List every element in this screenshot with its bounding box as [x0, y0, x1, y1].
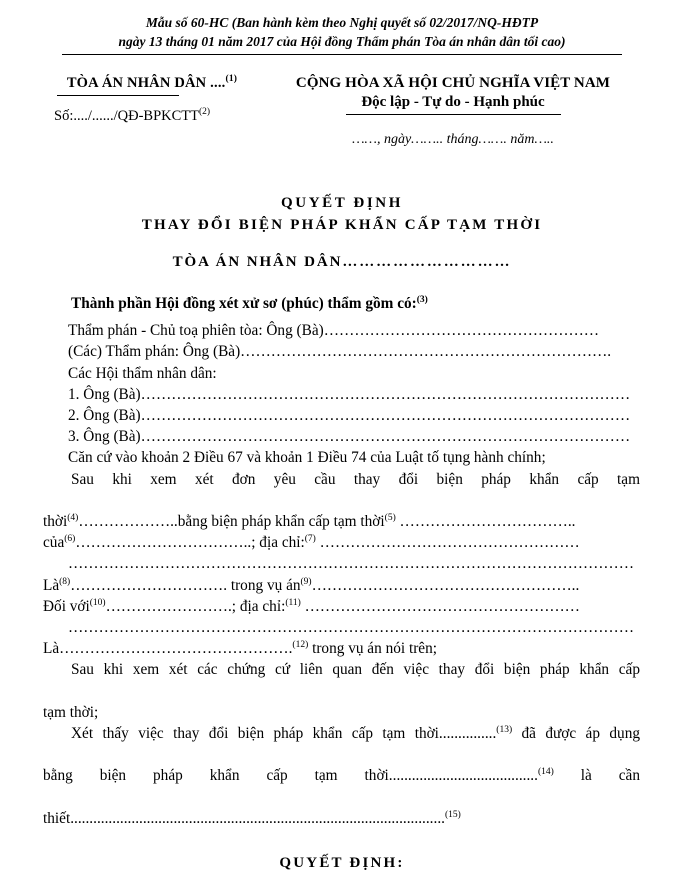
document-number-line [52, 108, 252, 125]
assessor-line-3: 3. Ông (Bà)…………………………………………………………………………………… [68, 428, 631, 446]
against-party-prefix: Đối với [43, 597, 90, 615]
consideration-paragraph [43, 723, 640, 765]
against-party-middle: …………………….; địa chỉ: [105, 597, 286, 615]
measure-change-middle: ………………..bằng biện pháp khẩn cấp tạm thời [78, 513, 385, 531]
measure-change-line [43, 511, 640, 532]
consideration-prefix: Xét thấy việc thay đổi biện pháp khẩn cấp tạm thời............... [71, 725, 497, 743]
measure-change-tail: …………………………….. [395, 513, 576, 531]
header-divider-rule [62, 54, 622, 55]
footnote-marker-5: (5) [384, 512, 396, 523]
evidence-review-continuation: tạm thời; [43, 703, 99, 721]
panel-composition-text: Thành phần Hội đồng xét xử sơ (phúc) thẩm gồm có: [71, 295, 417, 312]
request-review-paragraph [43, 469, 640, 511]
footnote-marker-3: (3) [416, 294, 428, 305]
decision-title: QUYẾT ĐỊNH [281, 195, 403, 211]
against-party-line [43, 596, 640, 617]
footnote-marker-13: (13) [496, 724, 513, 735]
role-middle: …………………………. trong vụ án [70, 576, 301, 594]
footnote-marker-6: (6) [64, 534, 76, 545]
request-review-text: Sau khi xem xét đơn yêu cầu thay đổi biện pháp khẩn cấp tạm [71, 470, 640, 488]
necessity-prefix: thiết.................................................................................................. [43, 809, 445, 827]
applicant-tail: …………………………………………… [315, 534, 580, 552]
national-title: CỘNG HÒA XÃ HỘI CHỦ NGHĨA VIỆT NAM [295, 75, 611, 91]
masthead [0, 75, 684, 148]
role-in-case-line [43, 575, 640, 596]
masthead-right-column [252, 75, 654, 148]
form-reference-line-1: Mẫu số 60-HC (Ban hành kèm theo Nghị quyết số 02/2017/NQ-HĐTP [145, 15, 539, 30]
footnote-marker-4: (4) [67, 512, 79, 523]
dotted-continuation-line-1: ………………………………………………………………………………………………… [68, 555, 634, 573]
motto-underline-rule [346, 114, 561, 115]
panel-composition-heading [43, 293, 640, 314]
replacement-prefix: bằng biện pháp khẩn cấp tạm thời....................................... [43, 767, 538, 785]
national-motto: Độc lập - Tự do - Hạnh phúc [361, 94, 545, 110]
document-body [0, 293, 684, 829]
role-prefix: Là [43, 576, 60, 594]
footnote-marker-12: (12) [292, 640, 309, 651]
judges-line: (Các) Thẩm phán: Ông (Bà)………………………………………………………………. [68, 343, 612, 361]
issuing-court-text: TÒA ÁN NHÂN DÂN .... [66, 75, 226, 91]
role2-tail: trong vụ án nói trên; [308, 640, 437, 658]
footnote-marker-7: (7) [304, 534, 316, 545]
masthead-left-column [52, 75, 252, 125]
decision-subject-title: THAY ĐỔI BIỆN PHÁP KHẨN CẤP TẠM THỜI [141, 217, 543, 233]
role-tail: …………………………………………….. [311, 576, 580, 594]
necessity-line [43, 808, 640, 829]
decides-heading: QUYẾT ĐỊNH: [279, 855, 405, 872]
issuing-court-label [52, 75, 252, 92]
footnote-marker-8: (8) [59, 576, 71, 587]
consideration-middle: đã được áp dụng [512, 725, 640, 743]
title-block [0, 192, 684, 271]
replacement-middle: là cần [553, 767, 640, 785]
role2-prefix: Là………………………………………. [43, 640, 293, 658]
evidence-review-paragraph [43, 659, 640, 701]
role-in-case-line-2 [43, 638, 640, 659]
form-reference-header [0, 0, 684, 55]
assessors-heading: Các Hội thẩm nhân dân: [68, 364, 217, 382]
legal-basis-line: Căn cứ vào khoản 2 Điều 67 và khoản 1 Điều 74 của Luật tố tụng hành chính; [68, 449, 546, 467]
applicant-line [43, 532, 640, 553]
applicant-middle: ……………………………..; địa chỉ: [75, 534, 305, 552]
replacement-measure-paragraph [43, 765, 640, 807]
footnote-marker-9: (9) [300, 576, 312, 587]
footnote-marker-11: (11) [285, 597, 301, 608]
court-underline-rule [57, 95, 179, 96]
deciding-court-title: TÒA ÁN NHÂN DÂN………………………… [172, 254, 512, 270]
footnote-marker-15: (15) [444, 809, 461, 820]
dotted-continuation-line-2: ………………………………………………………………………………………………… [68, 619, 634, 637]
evidence-review-text: Sau khi xem xét các chứng cứ liên quan đến việc thay đổi biện pháp khẩn cấp [71, 661, 640, 679]
assessor-line-2: 2. Ông (Bà)…………………………………………………………………………………… [68, 407, 631, 425]
form-reference-line-2: ngày 13 tháng 01 năm 2017 của Hội đồng Thẩm phán Tòa án nhân dân tối cao) [118, 34, 566, 49]
footnote-marker-1: (1) [225, 74, 238, 85]
measure-change-prefix: thời [43, 513, 68, 531]
assessor-line-1: 1. Ông (Bà)…………………………………………………………………………………… [68, 385, 631, 403]
against-party-tail: ……………………………………………… [300, 597, 580, 615]
presiding-judge-line: Thẩm phán - Chủ toạ phiên tòa: Ông (Bà)……………………………………………… [68, 322, 600, 340]
date-placeholder-line: ……, ngày…….. tháng……. năm….. [352, 132, 554, 147]
applicant-prefix: của [43, 534, 65, 552]
document-number-text: Số:..../....../QĐ-BPKCTT [54, 108, 200, 124]
footnote-marker-14: (14) [537, 767, 554, 778]
footnote-marker-10: (10) [89, 597, 106, 608]
footnote-marker-2: (2) [199, 107, 211, 118]
